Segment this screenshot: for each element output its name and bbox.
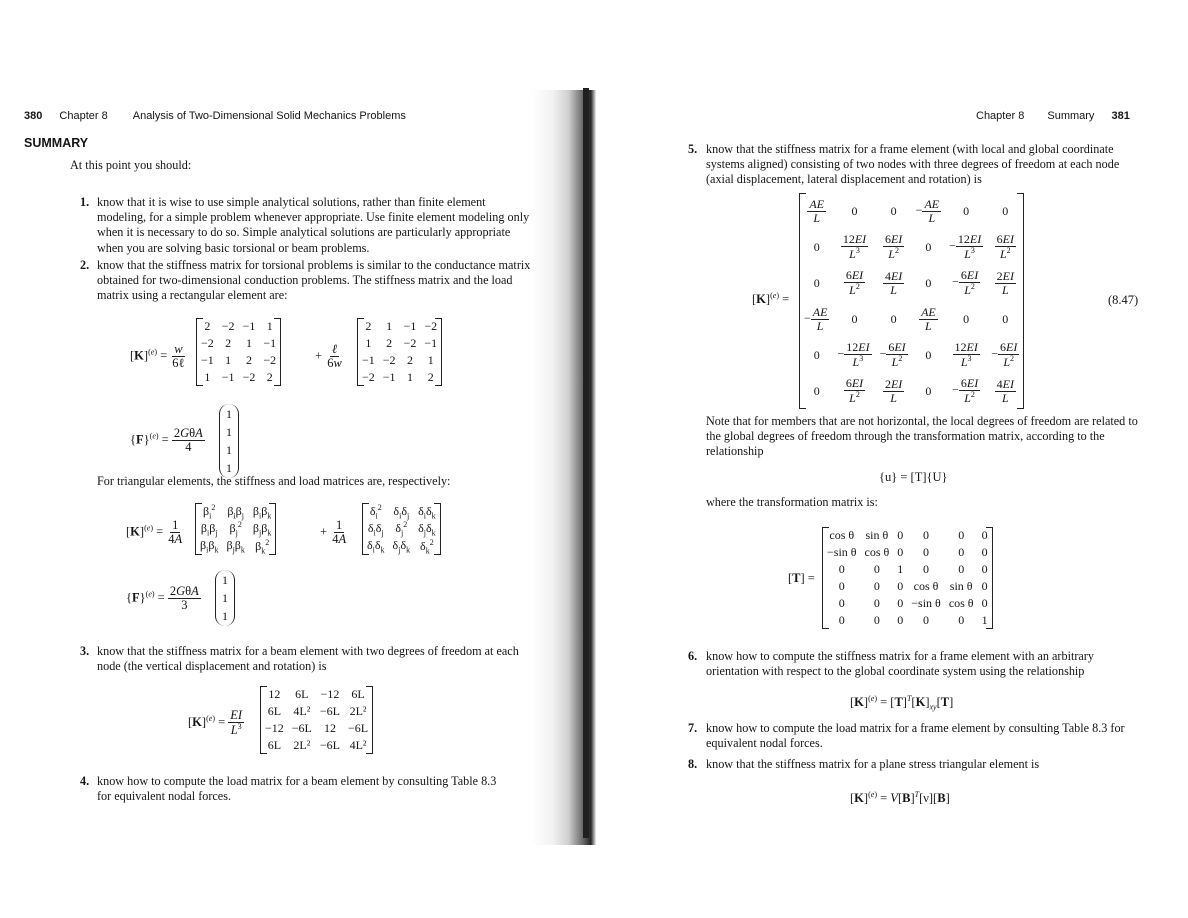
matrix-cell: 12 [323,721,336,735]
matrix-cell: −1 [362,353,375,367]
matrix-cell: 0 [838,613,845,627]
matrix-cell: 1 [226,406,232,421]
matrix-cell: −1 [263,336,277,350]
left-page [0,0,580,918]
matrix-cell: 1 [204,370,211,384]
matrix-cell: −12 [265,721,284,735]
matrix-cell: −6L [319,738,340,752]
matrix-row [358,369,441,386]
matrix-cell: 0 [897,596,904,610]
matrix-cell: 0 [897,579,904,593]
matrix-cell: 0 [958,528,965,542]
matrix-cell: 12 [268,687,281,701]
matrix-cell: −2 [201,336,214,350]
matrix-cell: −1 [403,319,417,333]
tri-load-equation: $\{F\}^{(e)}$ = $\frac{\text{2GθA}}{3}$ [126,584,199,613]
matrix-cell: 1 [225,353,232,367]
matrix-cell: −2 [362,370,375,384]
matrix-cell: 0 [873,562,880,576]
matrix-cell: −1 [201,353,214,367]
matrix-cell: −1 [242,319,256,333]
section-heading: SUMMARY [24,136,89,150]
transformation-matrix [822,527,993,629]
matrix-cell: 0 [897,528,904,542]
matrix-cell: −2 [403,336,417,350]
matrix-row [823,527,992,544]
matrix-cell: 4L² [349,738,367,752]
triangular-intro: For triangular elements, the stiffness and load matrices are, respectively: [97,474,451,488]
matrix-cell: 1 [386,319,393,333]
matrix-cell: cos θ [913,579,939,593]
matrix-cell: 2 [386,336,393,350]
matrix-cell: 2 [427,370,434,384]
matrix-cell: 1 [406,370,413,384]
matrix-cell: 6L [295,687,309,701]
right-page [600,0,1188,918]
global-stiffness-relation: $[K]^{(e)} = [T]^T[K]_{xy}[T]$ [850,694,954,712]
matrix-cell: 2L² [293,738,311,752]
item-6-text: know how to compute the stiffness matrix for a frame element with an arbitrary orientation with respect to the global coordinate system using the relationship [706,649,1094,679]
book-spine [583,88,589,838]
matrix-cell: −6L [348,721,369,735]
matrix-row [823,578,992,595]
matrix-cell: 1 [266,319,273,333]
item-4-text: know how to compute the load matrix for a beam element by consulting Table 8.3 for equivalent nodal forces. [97,774,497,804]
matrix-cell: cos θ [864,545,890,559]
matrix-cell: 0 [838,562,845,576]
plus-sign: + $\frac{\text{ℓ}}{6w}$ [315,342,342,371]
matrix-cell: −2 [263,353,277,367]
matrix-cell: 0 [981,545,988,559]
matrix-cell: 0 [958,562,965,576]
matrix-cell: −2 [242,370,256,384]
page-number: 381 [1111,110,1130,122]
book-gutter-shadow [532,90,602,845]
frame-stiffness-lhs: $[K]^{(e)}$ = [752,291,790,307]
matrix-cell: sin θ [949,579,973,593]
matrix-cell: 0 [981,562,988,576]
matrix-row [218,590,232,606]
matrix-cell: 0 [981,579,988,593]
chapter-label: Chapter 8 [976,110,1025,122]
matrix-cell: cos θ [829,528,855,542]
matrix-cell: 6L [351,687,365,701]
beam-stiffness-equation: $[K]^{(e)}$ = $\frac{EI}{L^3}$ [188,708,243,738]
rect-stiffness-matrix-1 [196,318,281,386]
transformation-lhs: [T] = [788,571,815,585]
matrix-row [218,572,232,588]
matrix-cell: −sin θ [911,596,941,610]
matrix-row [197,335,280,352]
intro-text: At this point you should: [70,158,192,172]
matrix-cell: 2L² [349,704,367,718]
matrix-row [823,544,992,561]
running-title: Analysis of Two-Dimensional Solid Mechanics Problems [132,110,406,122]
equation-number: (8.47) [1108,293,1139,307]
matrix-cell: 0 [923,613,930,627]
matrix-cell: 1 [365,336,372,350]
transformation-relation: {u} = [T]{U} [879,470,948,484]
item-5-text: know that the stiffness matrix for a frame element (with local and global coordinate systems aligned) consisting of two nodes with three degrees of freedom at each node (axial displacement, lateral displacement and rotation) is [706,142,1120,187]
matrix-cell: 2 [204,319,211,333]
matrix-row [358,352,441,369]
matrix-cell: 6L [267,704,282,718]
matrix-row [197,369,280,386]
matrix-cell: 2 [225,336,232,350]
plus-sign: + $\frac{1}{4A}$ [320,518,347,547]
matrix-cell: 6L [267,738,282,752]
item-number: 5. [688,142,698,156]
plane-stress-relation: $[K]^{(e)} = V[B]^T[\nu][B]$ [850,790,950,806]
matrix-cell: 1 [427,353,434,367]
matrix-row [197,318,280,335]
matrix-row [823,561,992,578]
matrix-row [823,595,992,612]
matrix-cell: sin θ [865,528,889,542]
matrix-cell: −6L [319,704,340,718]
matrix-cell: −1 [382,370,396,384]
matrix-cell: −12 [320,687,340,701]
matrix-cell: 0 [923,545,930,559]
matrix-cell: 1 [226,460,232,475]
matrix-row [823,612,992,629]
matrix-row [261,686,372,703]
matrix-row [358,335,441,352]
matrix-row [222,424,236,440]
item-number: 8. [688,757,698,771]
matrix-cell: −6L [291,721,312,735]
tri-stiffness-matrix-delta: $\delta_i^2$ $\delta_i\delta_j$ $\delta_i\delta_k$ $\delta_i\delta_j$ $\delta_j^2$ $\delta_j\delta_k$ $\delta_i\delta_k$ $\delta_j\delta_k$ $\delta_k^2$ [362,503,441,555]
matrix-cell: −2 [424,319,438,333]
page-number: 380 [24,110,43,122]
running-header-left [24,110,406,122]
matrix-cell: 0 [838,596,845,610]
tri-stiffness-equation: $[K]^{(e)}$ = $\frac{1}{4A}$ [126,518,183,547]
rect-load-vector [219,404,239,478]
item-number: 7. [688,721,698,735]
matrix-cell: 0 [981,528,988,542]
item-1-text: know that it is wise to use simple analytical solutions, rather than finite element modeling, for a simple problem whenever appropriate. Use finite element modeling only when it is necessary to do so. Simple analytical solutions are particularly appropriate when you are solving basic torsional or beam problems. [97,195,530,255]
rect-stiffness-matrix-2 [357,318,442,386]
matrix-row [222,442,236,458]
item-number: 1. [80,195,90,209]
beam-stiffness-matrix [260,686,373,754]
matrix-cell: 4L² [293,704,311,718]
matrix-row [218,608,232,624]
rect-stiffness-equation: $[K]^{(e)}$ = $\frac{w}{\text{6ℓ}}$ [130,342,185,371]
matrix-row [261,703,372,720]
matrix-row [358,318,441,335]
matrix-cell: −1 [221,370,235,384]
matrix-cell: 0 [897,613,904,627]
matrix-cell: 0 [873,579,880,593]
matrix-cell: 0 [838,579,845,593]
matrix-cell: 2 [245,353,252,367]
tri-stiffness-matrix-beta: $\beta_i^2$ $\beta_i\beta_j$ $\beta_i\beta_k$ $\beta_i\beta_j$ $\beta_j^2$ $\beta_j\beta_k$ $\beta_i\beta_k$ $\beta_j\beta_k$ $\beta_k^2$ [195,503,276,555]
matrix-cell: 0 [873,613,880,627]
item-7-text: know how to compute the load matrix for a frame element by consulting Table 8.3 for equivalent nodal forces. [706,721,1125,751]
note-text: Note that for members that are not horizontal, the local degrees of freedom are related to the global degrees of freedom through the transformation matrix, according to the relationship [706,414,1138,459]
running-title: Summary [1047,110,1095,122]
matrix-cell: 1 [226,424,232,439]
matrix-cell: 1 [981,613,988,627]
item-number: 2. [80,258,90,272]
matrix-cell: 0 [873,596,880,610]
matrix-cell: 0 [897,545,904,559]
where-text: where the transformation matrix is: [706,495,878,509]
matrix-cell: 1 [222,590,228,605]
item-number: 6. [688,649,698,663]
item-2-text: know that the stiffness matrix for torsional problems is similar to the conductance matrix obtained for two-dimensional conduction problems. The stiffness matrix and the load matrix using a rectangular element are: [97,258,531,303]
matrix-row [261,737,372,754]
chapter-label: Chapter 8 [59,110,108,122]
matrix-cell: 1 [245,336,252,350]
frame-stiffness-matrix: $\frac{AE}{L}$ 0 0 − $\frac{AE}{L}$ 0 0 0 $\frac{12EI}{L^3}$ $\frac{6EI}{L^2}$ 0 − $\frac{12EI}{L^3}$ $\frac{6EI}{L^2}$ 0 $\frac{6EI}{L^2}$ $\frac{4EI}{L}$ 0 − $\frac{6EI}{L^2}$ $\frac{2EI}{L}$ − $\frac{AE}{L}$ 0 0 $\frac{AE}{L}$ 0 0 0 − $\frac{12EI}{L^3}$ − $\frac{6EI}{L^2}$ 0 $\frac{12EI}{L^3}$ − $\frac{6EI}{L^2}$ 0 $\frac{6EI}{L^2}$ $\frac{2EI}{L}$ 0 − $\frac{6EI}{L^2}$ $\frac{4EI}{L}$ [799,193,1024,409]
matrix-cell: 1 [222,608,228,623]
tri-load-vector [215,570,235,626]
item-3-text: know that the stiffness matrix for a beam element with two degrees of freedom at each node (the vertical displacement and rotation) is [97,644,519,674]
matrix-cell: 0 [958,613,965,627]
matrix-cell: 0 [923,528,930,542]
matrix-cell: −2 [382,353,396,367]
item-number: 3. [80,644,90,658]
matrix-cell: 1 [222,572,228,587]
matrix-row [197,352,280,369]
matrix-cell: 2 [406,353,413,367]
matrix-row [222,406,236,422]
matrix-cell: 2 [365,319,372,333]
item-number: 4. [80,774,90,788]
matrix-cell: cos θ [948,596,974,610]
matrix-cell: 2 [266,370,273,384]
matrix-cell: −1 [424,336,438,350]
matrix-row [261,720,372,737]
matrix-cell: −2 [221,319,235,333]
matrix-cell: 0 [923,562,930,576]
running-header-right [976,110,1130,122]
matrix-cell: 1 [226,442,232,457]
matrix-cell: 1 [897,562,904,576]
rect-load-equation: $\{F\}^{(e)}$ = $\frac{\text{2GθA}}{4}$ [130,426,203,455]
matrix-cell: −sin θ [827,545,857,559]
item-8-text: know that the stiffness matrix for a plane stress triangular element is [706,757,1040,771]
matrix-cell: 0 [981,596,988,610]
matrix-cell: 0 [958,545,965,559]
